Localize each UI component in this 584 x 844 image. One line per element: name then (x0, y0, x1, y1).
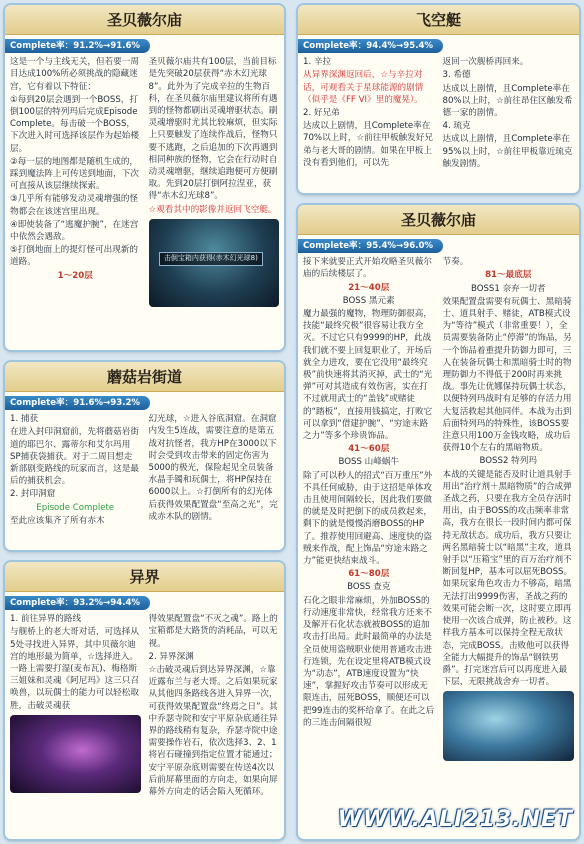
boss-name: BOSS1 奈弃一切者 (470, 283, 546, 294)
item-heading: 1. 捕获 (10, 414, 39, 425)
item-heading: 4. 琉克 (442, 121, 471, 132)
item-heading: 3. 希德 (442, 70, 471, 81)
paragraph: ④即使装备了“逃魔护腕”，在迷宫中依然会遇敌。 (10, 219, 139, 243)
paragraph: ③几乎所有能够发动灵魂增强的怪物都会在该迷宫里出现。 (10, 194, 139, 217)
mushroom-panel (5, 362, 284, 550)
paragraph: 幻光球，☆进入谷底洞窟。在洞窟内发生5连战，需要注意的是第五战对抗怪者，我方HP在3000以下时会受到攻击带来的固定伤害为5000的极光，保险起见全员装备水晶手镯和玩偶士，将HP保持在6000以上。☆打倒所有的幻光体后获得效果配置盘“至高之光”，完成赤木队的剧情。 (148, 414, 278, 522)
complete-rate-badge: Complete率：95.4%→96.0% (298, 239, 443, 253)
temple-panel-1 (5, 5, 284, 350)
item-heading: 2. 封印洞窟 (10, 489, 56, 500)
paragraph: 至此应该集齐了所有赤木 (10, 515, 105, 526)
paragraph: 接下来就要正式开始攻略圣贝薇尔庙的后续楼层了。 (303, 257, 432, 280)
item-heading: 2. 异界深渊 (148, 651, 194, 662)
paragraph: 返回一次舰桥再回来。 (442, 57, 529, 68)
paragraph: 从异界深渊返回后，☆与辛拉对话，可观看关于星球能源的剧情（似乎是《FF VI》里的魔晃）。 (303, 70, 424, 105)
complete-rate-badge: Complete率：91.2%→91.6% (5, 39, 150, 53)
left-column (10, 413, 141, 528)
game-screenshot (149, 219, 280, 307)
left-column (10, 613, 141, 799)
paragraph: ⑤打倒地面上的提灯怪可出现新的道路。 (10, 245, 139, 268)
item-heading: 1. 辛拉 (303, 57, 332, 68)
paragraph: ②每一层的地图都是随机生成的，踩到魔法阵上可传送到地面，下次可直接从该层继续探索。 (10, 156, 139, 192)
site-watermark: WWW.ALI213.NET (337, 806, 573, 832)
episode-complete-label: Episode Complete (36, 502, 115, 513)
paragraph: 圣贝薇尔庙共有100层，当前目标是先突破20层获得“赤木幻光球8”。此外为了完成辛拉的生物百科，在圣贝薇尔庙里建议将所有遇到的怪物都刷出灵魂增驱状态。刷灵魂增驱时尤其比较麻烦，但实际上只要触发了连续作战后，怪物只要不逃跑，之后追加的下次再遇到相同种族的怪物，它会在行动时自动灵魂增驱，继续追跑便可方便刷取。先到20层打倒阿拉涅亚，获得“赤木幻光球8”。 (148, 57, 278, 202)
left-column (303, 256, 435, 761)
right-column (443, 56, 575, 171)
paragraph: 魔力最强的魔物，物理防御很高，技能“最终究极”很容易让我方全灭。不过它只有9999的HP，此战我们就不要上回复职业了，开场后就全力进攻，要在它没用“最终究极”前快速将其消灭掉，武士的“光弹”可对其造成有效伤害，实在打不过就用武士的“盖钱”或赌徒的“踏板”，直接用钱搞定，打败它可以拿到“借建护腕”、“穷途末路之力”等多个珍贵饰品。 (303, 309, 433, 442)
paragraph: 这是一个与主线无关，但若要一周目达成100%所必须挑战的隐藏迷宫，它有着以下特征： (10, 57, 139, 92)
paragraph: 得效果配置盘“不灭之魂”。路上的宝箱都是大路货的消耗品，可以无视。 (148, 614, 278, 649)
panel-title: 圣贝薇尔庙 (298, 205, 579, 235)
paragraph: 节奏。 (442, 257, 469, 268)
panel-title: 飞空艇 (298, 5, 579, 35)
right-column (149, 613, 280, 799)
item-heading: 1. 前往异界的路线 (10, 614, 82, 625)
panel-title: 异界 (5, 562, 284, 592)
screenshot-caption: 击倒宝箱内获得(赤木幻光球8) (159, 252, 263, 266)
paragraph: ☆击破灵魂后到达异界深渊，☆靠近露布兰与老大哥。之后如果玩家从其他四条路线各进入异界一次，可获得效果配置盘“终焉之日”。其中乔瑟寺院和安宁平原杂底通往异界的路线稍有复杂，乔瑟寺院中途需要操作岩石，依次选择3、2、1将岩石碰撞到指定位置才能通过；安宁平原杂底则需要在传送4次以后前屏幕里面的方向走，如果向屏幕外方向走的话会陷入死循环。 (148, 665, 278, 798)
paragraph: ①每到20层会遇到一个BOSS，打倒100层的特列玛后完成Episode Complete。每击破一个BOSS，下次进入时可选择该层作为起始楼层。 (10, 94, 139, 154)
right-column (149, 56, 280, 307)
temple-panel-2 (298, 205, 579, 839)
paragraph: 达成以上剧情，且Complete率在95%以上时，☆前往甲板靠近琉克触发剧情。 (442, 134, 573, 169)
boss-name: BOSS 查克 (347, 582, 391, 593)
floor-range: 21～40层 (348, 282, 390, 293)
floor-range: 81～最底层 (485, 270, 532, 281)
paragraph: 在进入封印洞窟前，先将蘑菇岩街道的耶巴尔、露蒂尔和艾尔玛用SP捕获袋捕获。对于二周目想走新部剧变路线的玩家而言，这是最后的捕获机会。 (10, 427, 139, 487)
airship-panel (298, 5, 579, 193)
paragraph: 石化之眼非常麻烦，外加BOSS的行动速度非常快，经常我方还来不及解开石化状态就被BOSS的追加攻击打出局。此时最简单的办法是全员使用盗贼职业使用普通攻击进行连锁，先在设定里将ATB模式设为“动态”，ATB速度设置为“快速”，掌握好攻击节奏可以形成无限连击，屈死BOSS，顺便还可以把99连击的奖杯给拿了。在此之后的三连击间隔很短 (303, 595, 435, 728)
paragraph: 达成以上剧情，且Complete率在70%以上时，☆前往甲板触发好兄弟与老大哥的剧情。如果在甲板上没有看到他们，可以先 (303, 121, 433, 168)
right-column (443, 256, 575, 761)
highlight-paragraph: ☆观看其中的影像并返回飞空艇。 (148, 204, 277, 215)
complete-rate-badge: Complete率：91.6%→93.2% (5, 396, 150, 410)
complete-rate-badge: Complete率：93.2%→94.4% (5, 596, 150, 610)
panel-title: 蘑菇岩街道 (5, 362, 284, 392)
boss-name: BOSS2 特列玛 (479, 456, 537, 467)
paragraph: 本战的关键是能否及时让道具射手用出“治疗剂＋黑暗物质”的合成弹圣战之药，只要在我方全员存活时用出，由于BOSS的攻击频率非常高，我方在很长一段时间内都可保持无敌状态。成功后，我方只要让两名黑暗骑士以“暗黑”主攻，道具射手以“压箱宝”里的百万治疗剂不断回复HP，基本可以屈死BOSS。如果玩家角色攻击力不够高，暗黑无法打出9999伤害，圣战之药的效果可能会断一次，这时要立即再使用一次该合成弹，防止被秒。这样我方基本可以保持全程无敌状态，完成BOSS。击败他可以获得全能力大幅提升的饰品“钢铁男爵”。打完迷宫后可以再度进入最下层，无限挑战舍弃一切者。 (442, 469, 573, 688)
paragraph: 效果配置盘需要有玩偶士、黑暗骑士、道具射手、赌徒，ATB模式设为“等待”模式（非常重要！），全员需要装备防止“停滞”的饰品，另一个饰品着重提升防御力即可，三人在装备玩偶士和黑暗骑士时的物理防御力不得低于200时再来挑战。事先让优娜保持玩偶士状态，以便特列玛战时有足够的存活力用大复活救起其他同伴。本战为击到后面特列玛的特殊性，该BOSS要注意只用100万金钱攻略，成功后获得10个左右的黑暗物质。 (442, 296, 572, 454)
paragraph: 达成以上剧情，且Complete率在80%以上时，☆前往昂住区触发希德一家的剧情。 (442, 83, 573, 119)
boss-name: BOSS 黑元素 (342, 295, 395, 306)
game-screenshot (10, 715, 141, 793)
left-column (303, 56, 435, 171)
panel-title: 圣贝薇尔庙 (5, 5, 284, 35)
boss-name: BOSS 山峰蜗牛 (338, 457, 400, 468)
left-column (10, 56, 141, 307)
paragraph: 与舰桥上的老大哥对话，可选择从5处寻找进入异界，其中贝薇尔迪宫的地形最为简单，☆选择进入。一路上需要打湿(麦布瓦)、梅格斯三姐妹和灵魂《阿尼玛》这三只召唤兽，以玩偶士的能力可以轻松取胜，击破灵魂获 (10, 627, 139, 711)
floor-range: 1～20层 (57, 270, 93, 281)
floor-range: 41～60层 (348, 444, 390, 455)
complete-rate-badge: Complete率：94.4%→95.4% (298, 39, 443, 53)
floor-range: 61～80层 (348, 569, 390, 580)
paragraph: 除了可以秒人的招式“百万重压”外不具任何威胁，由于这招是单体攻击且使用间隔较长，因此我们要做的就是及时把倒下的成员救起来，剩下的就是慢慢消磨BOSS的HP了。推荐使用回避高、速度快的盗贼来作战，配上饰品“穷途末路之力”能更快结束战斗。 (303, 470, 433, 567)
abyss-panel (5, 562, 284, 839)
right-column (149, 413, 280, 528)
item-heading: 2. 好兄弟 (303, 108, 340, 119)
game-screenshot (443, 691, 575, 761)
